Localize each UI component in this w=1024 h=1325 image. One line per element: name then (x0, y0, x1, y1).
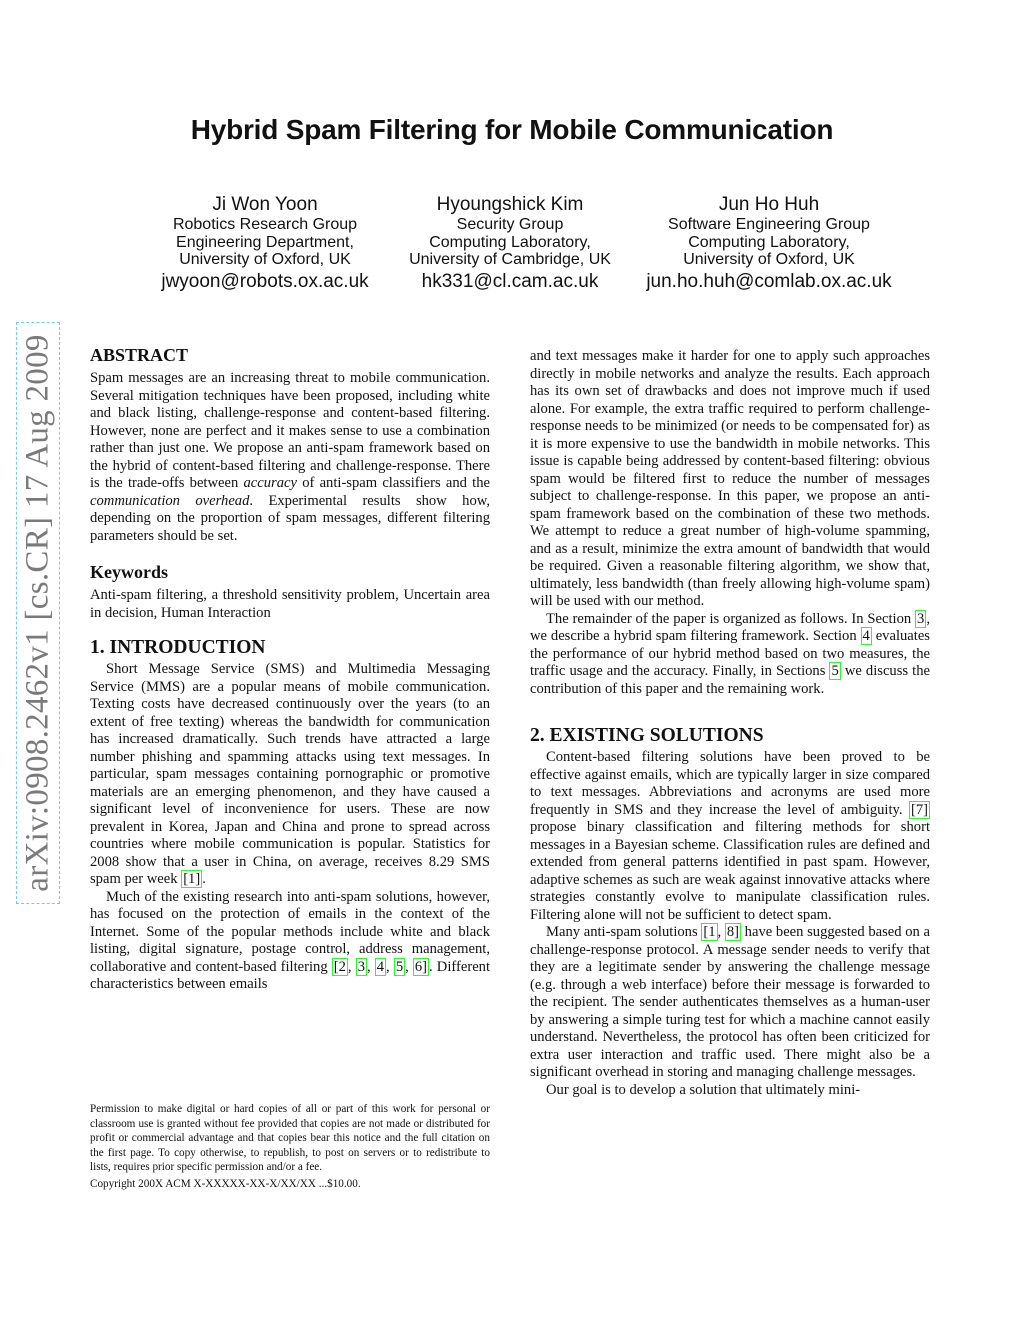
author-name: Jun Ho Huh (718, 194, 820, 215)
existing-solutions-heading: 2. EXISTING SOLUTIONS (530, 725, 764, 746)
author-name: Ji Won Yoon (212, 194, 318, 215)
citation-link[interactable]: [1] (183, 871, 201, 887)
author-affiliation: Engineering Department, (176, 233, 354, 251)
citation-link[interactable]: 3 (357, 958, 365, 975)
abstract-heading: ABSTRACT (90, 345, 189, 365)
section-link[interactable]: 5 (831, 663, 839, 679)
citation-link[interactable]: [7] (910, 801, 928, 818)
author-affiliation: University of Oxford, UK (683, 251, 855, 268)
paper-title: Hybrid Spam Filtering for Mobile Communication (190, 114, 834, 145)
permission-notice (90, 1102, 490, 1191)
author-block-2 (380, 194, 640, 294)
citation-link[interactable]: 5 (395, 958, 404, 975)
keywords-heading: Keywords (90, 562, 168, 582)
keywords-text: Anti-spam filtering, a threshold sensitivity problem, Uncertain area in decision, Human Interaction (90, 587, 490, 621)
author-block-3 (624, 194, 914, 294)
intro-paragraph-2: Much of the existing research into anti-spam solutions, however, has focused on the protection of emails in the context of the Internet. Some of the popular methods include white and black listing, digital signature, postage control, address management, collaborative and content-based filtering [2 , 3 , 4 , 5 , 6] . Different characteristics between emails (90, 888, 491, 992)
section-link[interactable]: 3 (917, 610, 925, 627)
copyright-text: Copyright 200X ACM X-XXXXX-XX-X/XX/XX ...$10.00. (90, 1177, 361, 1190)
existing-paragraph-3: Our goal is to develop a solution that ultimately mini- (546, 1081, 861, 1098)
citation-link[interactable]: 6] (414, 958, 428, 975)
intro-paragraph-1: Short Message Service (SMS) and Multimedia Messaging Service (MMS) are a popular means of mobile communication. Texting costs have decreased continuously over the years (to an extent of free texting) whereas the bandwidth for communication has increased dramatically. Such trends have attracted a large number phishing and spamming attacks using text messages. In particular, spam messages containing pornographic or promotive materials are an emerging phenomenon, and they have caused a significant level of inconvenience for users. These are now prevalent in Korea, Japan and China and prone to spread across countries where mobile communication is popular. Statistics for 2008 show that a user in China, on average, receives 8.29 SMS spam per week [1] . (90, 661, 490, 887)
author-affiliation: Computing Laboratory, (688, 233, 850, 251)
author-affiliation: Software Engineering Group (668, 216, 870, 233)
intro-paragraph-4: The remainder of the paper is organized as follows. In Section 3 , we describe a hybrid spam filtering framework. Section 4 evaluates the performance of our hybrid method based on two measures, the traffic usage and the accuracy. Finally, in Sections 5 we discuss the contribution of this paper and the remaining work. (530, 610, 930, 697)
abstract-text: Spam messages are an increasing threat to mobile communication. Several mitigation techniques have been proposed, including white and black listing, challenge-response and content-based filtering. However, none are perfect and it makes sense to use a combination rather than just one. We propose an anti-spam framework based on the hybrid of content-based filtering and challenge-response. There is the trade-offs between accuracy of anti-spam classifiers and the communication overhead. Experimental results show how, depending on the proportion of spam messages, different filtering parameters should be set. (90, 370, 491, 544)
intro-heading: 1. INTRODUCTION (90, 637, 266, 658)
author-email: jwyoon@robots.ox.ac.uk (161, 270, 369, 292)
author-affiliation: University of Cambridge, UK (409, 251, 611, 268)
arxiv-stamp-text: arXiv:0908.2462v1 [cs.CR] 17 Aug 2009 (19, 334, 56, 892)
author-affiliation: University of Oxford, UK (179, 251, 351, 268)
author-affiliation: Security Group (456, 216, 564, 233)
author-email: hk331@cl.cam.ac.uk (421, 270, 599, 292)
citation-link[interactable]: [1 (703, 924, 716, 940)
section-link[interactable]: 4 (862, 628, 870, 644)
existing-paragraph-2: Many anti-spam solutions [1 , 8] have been suggested based on a challenge-response protocol. A message sender needs to verify that they are a legitimate sender by answering the challenge message (e.g. through a web interface) before their message is forwarded to the recipient. The sender authenticates themselves as a human-user by answering a simple turing test for which a machine cannot easily understand. Nevertheless, the protocol has often been criticized for extra user interaction and traffic used. There might also be a significant overhead in storing and managing challenge messages. (530, 924, 930, 1080)
author-name: Hyoungshick Kim (436, 194, 584, 215)
left-column (90, 344, 490, 994)
intro-paragraph-3: and text messages make it harder for one to apply such approaches directly in mobile networks and analyze the results. Each approach has its own set of drawbacks and does not improve much if used alone. For example, the extra traffic required to perform challenge-response needs to be minimized (or needs to be compensated for) as it is more expensive to use the bandwidth in mobile networks. This issue is capable being addressed by content-based filtering: obvious spam would be filtered first to reduce the number of messages subject to challenge-response. In this paper, we propose an anti-spam framework based on the combination of these two methods. We attempt to reduce a great number of high-volume spamming, and as a result, minimize the extra amount of bandwidth that would be required. Given a reasonable filtering algorithm, we show that, ultimately, less bandwidth (than freely allowing high-volume spam) will be used with our method. (530, 348, 930, 609)
author-affiliation: Computing Laboratory, (429, 233, 591, 251)
right-column (530, 348, 930, 1099)
author-affiliation: Robotics Research Group (172, 216, 358, 233)
citation-link[interactable]: 4 (376, 958, 385, 975)
existing-paragraph-1: Content-based filtering solutions have been proved to be effective against emails, which are typically larger in size compared to text messages. Abbreviations and acronyms are used more frequently in SMS and they increase the level of ambiguity. [7] propose binary classification and filtering methods for short messages in a Bayesian scheme. Classification rules are defined and extended from general patterns identified in past spam. However, adaptive schemes as such are weak against innovative attacks where strategies constantly evolve to manipulate classification rules. Filtering alone will not be sufficient to detect spam. (530, 749, 930, 923)
citation-link[interactable]: [2 (333, 958, 346, 975)
permission-text: Permission to make digital or hard copies of all or part of this work for personal or classroom use is granted without fee provided that copies are not made or distributed for profit or commercial advantage and that copies bear this notice and the full citation on the first page. To copy otherwise, to republish, to post on servers or to redistribute to lists, requires prior specific permission and/or a fee. (90, 1103, 490, 1173)
arxiv-stamp (16, 322, 60, 904)
author-email: jun.ho.huh@comlab.ox.ac.uk (646, 270, 892, 292)
author-block-1 (135, 194, 395, 294)
citation-link[interactable]: 8] (726, 924, 739, 940)
